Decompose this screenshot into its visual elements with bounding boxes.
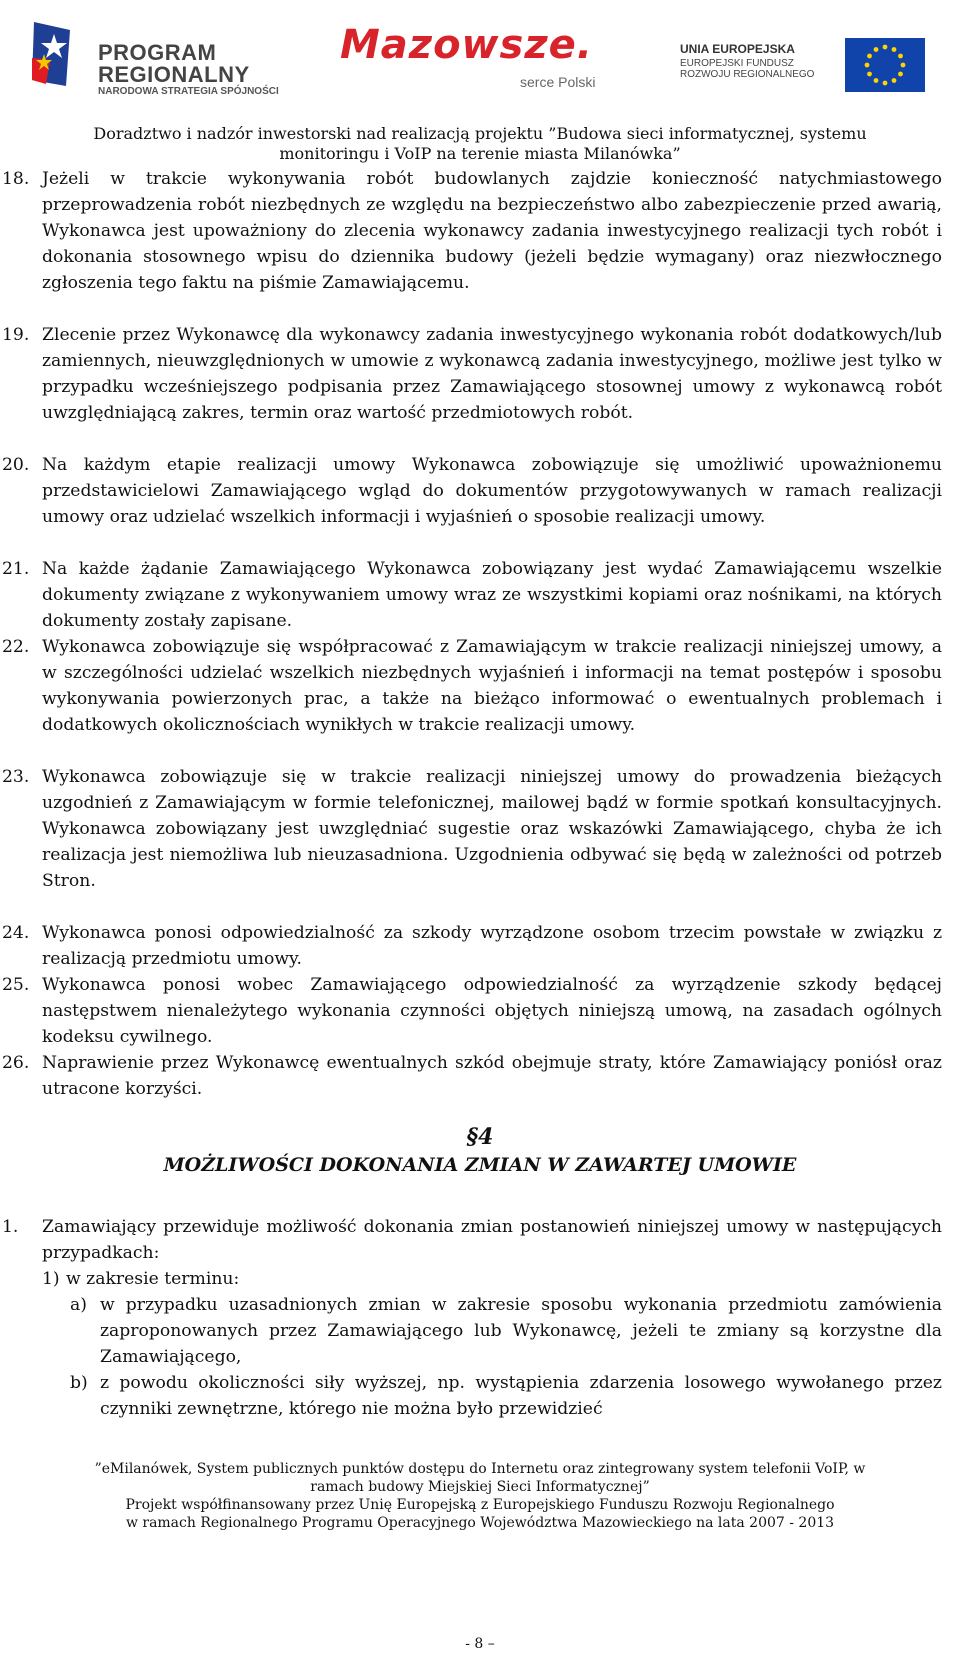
item-number: 21. [2, 559, 30, 579]
program-subtitle: NARODOWA STRATEGIA SPÓJNOŚCI [98, 86, 279, 97]
eu-title: UNIA EUROPEJSKA [680, 42, 795, 56]
document-footer [20, 1460, 940, 1532]
item-number: 23. [2, 767, 30, 787]
eu-logo [680, 38, 940, 98]
mazowsze-tagline: serce Polski [520, 74, 596, 90]
eu-fund: EUROPEJSKI FUNDUSZ ROZWOJU REGIONALNEGO [680, 58, 815, 80]
item-number: 26. [2, 1053, 30, 1073]
logo-band [0, 0, 960, 120]
sub-sub-item-text: w przypadku uzasadnionych zmian w zakresie sposobu wykonania przedmiotu zamówienia zaproponowanych przez Zamawiającego lub Wykonawcę, jeżeli te zmiany są korzystne dla Zamawiającego, [100, 1295, 942, 1367]
section-title: MOŻLIWOŚCI DOKONANIA ZMIAN W ZAWARTEJ UMOWIE [163, 1154, 797, 1176]
item-number: 18. [2, 169, 30, 189]
header-line: monitoringu i VoIP na terenie miasta Milanówka” [279, 144, 681, 163]
item-number: 19. [2, 325, 30, 345]
section-symbol: §4 [466, 1124, 494, 1150]
program-title: PROGRAM REGIONALNY [98, 40, 250, 87]
document-header [20, 124, 940, 164]
item-text: Wykonawca zobowiązuje się w trakcie realizacji niniejszej umowy do prowadzenia bieżących uzgodnień z Zamawiającym w formie telefonicznej, mailowej bądź w formie spotkań konsultacyjnych. Wykonawca zobowiązany jest uwzględniać sugestie oraz wskazówki Zamawiającego, chyba że ich realizacja jest niemożliwa lub nieuzasadniona. Uzgodnienia odbywać się będą w zależności od potrzeb Stron. [42, 767, 942, 891]
page-number: - 8 – [465, 1636, 495, 1652]
item-number: 1. [2, 1217, 19, 1237]
header-line: Doradztwo i nadzór inwestorski nad realizacją projektu ”Budowa sieci informatycznej, systemu [93, 124, 867, 143]
item-text: Wykonawca zobowiązuje się współpracować z Zamawiającym w trakcie realizacji niniejszej umowy, a w szczególności udzielać wszelkich niezbędnych wyjaśnień i informacji na temat postępów i sposobu wykonywania powierzonych prac, a także na bieżąco informować o ewentualnych problemach i dodatkowych okolicznościach wynikłych w trakcie realizacji umowy. [42, 637, 942, 735]
sub-item-text: w zakresie terminu: [66, 1269, 240, 1289]
item-text: Wykonawca ponosi wobec Zamawiającego odpowiedzialność za wyrządzenie szkody będącej następstwem nienależytego wykonania czynności objętych niniejszą umową, na zasadach ogólnych kodeksu cywilnego. [42, 975, 942, 1047]
star-flag-icon [30, 20, 74, 90]
mazowsze-logo [340, 22, 640, 102]
item-text: Zamawiający przewiduje możliwość dokonania zmian postanowień niniejszej umowy w następujących przypadkach: [42, 1217, 942, 1263]
item-text: Jeżeli w trakcie wykonywania robót budowlanych zajdzie konieczność natychmiastowego przeprowadzenia robót niezbędnych ze względu na bezpieczeństwo albo zabezpieczenie przed awarią, Wykonawca jest upoważniony do zlecenia wykonawcy zadania inwestycyjnego realizacji tych robót i dokonania stosownego wpisu do dziennika budowy (jeżeli będzie wymagany) oraz niezwłocznego zgłoszenia tego faktu na piśmie Zamawiającemu. [42, 169, 942, 293]
mazowsze-wordmark: Mazowsze. [340, 22, 593, 68]
item-number: 20. [2, 455, 30, 475]
item-text: Zlecenie przez Wykonawcę dla wykonawcy zadania inwestycyjnego wykonania robót dodatkowych/lub zamiennych, nieuwzględnionych w umowie z wykonawcą zadania inwestycyjnego, możliwe jest tylko w przypadku wcześniejszego podpisania przez Zamawiającego stosownej umowy z wykonawcą robót uwzględniającą zakres, termin oraz wartość przedmiotowych robót. [42, 325, 942, 423]
footer-line: ramach budowy Miejskiej Sieci Informatycznej” [310, 1479, 650, 1495]
item-text: Naprawienie przez Wykonawcę ewentualnych szkód obejmuje straty, które Zamawiający poniósł oraz utracone korzyści. [42, 1053, 942, 1099]
item-number: 24. [2, 923, 30, 943]
item-number: 25. [2, 975, 30, 995]
eu-flag-icon [845, 38, 925, 92]
footer-line: w ramach Regionalnego Programu Operacyjnego Województwa Mazowieckiego na lata 2007 - 2013 [125, 1515, 835, 1531]
program-regionalny-logo [30, 20, 320, 110]
sub-sub-item-text: z powodu okoliczności siły wyższej, np. wystąpienia zdarzenia losowego wywołanego przez czynniki zewnętrzne, którego nie można było przewidzieć [100, 1373, 942, 1419]
footer-line: ”eMilanówek, System publicznych punktów dostępu do Internetu oraz zintegrowany system telefonii VoIP, w [94, 1461, 866, 1477]
sub-sub-item-number: a) [70, 1295, 87, 1315]
sub-item-number: 1) [42, 1269, 60, 1289]
item-text: Na każde żądanie Zamawiającego Wykonawca zobowiązany jest wydać Zamawiającemu wszelkie dokumenty związane z wykonywaniem umowy wraz ze wszystkimi kopiami oraz nośnikami, na których dokumenty zostały zapisane. [42, 559, 942, 631]
item-text: Na każdym etapie realizacji umowy Wykonawca zobowiązuje się umożliwić upoważnionemu przedstawicielowi Zamawiającego wgląd do dokumentów przygotowywanych w ramach realizacji umowy oraz udzielać wszelkich informacji i wyjaśnień o sposobie realizacji umowy. [42, 455, 942, 527]
footer-line: Projekt współfinansowany przez Unię Europejską z Europejskiego Funduszu Rozwoju Regionalnego [125, 1497, 835, 1513]
item-text: Wykonawca ponosi odpowiedzialność za szkody wyrządzone osobom trzecim powstałe w związku z realizacją przedmiotu umowy. [42, 923, 942, 969]
item-number: 22. [2, 637, 30, 657]
sub-sub-item-number: b) [70, 1373, 88, 1393]
